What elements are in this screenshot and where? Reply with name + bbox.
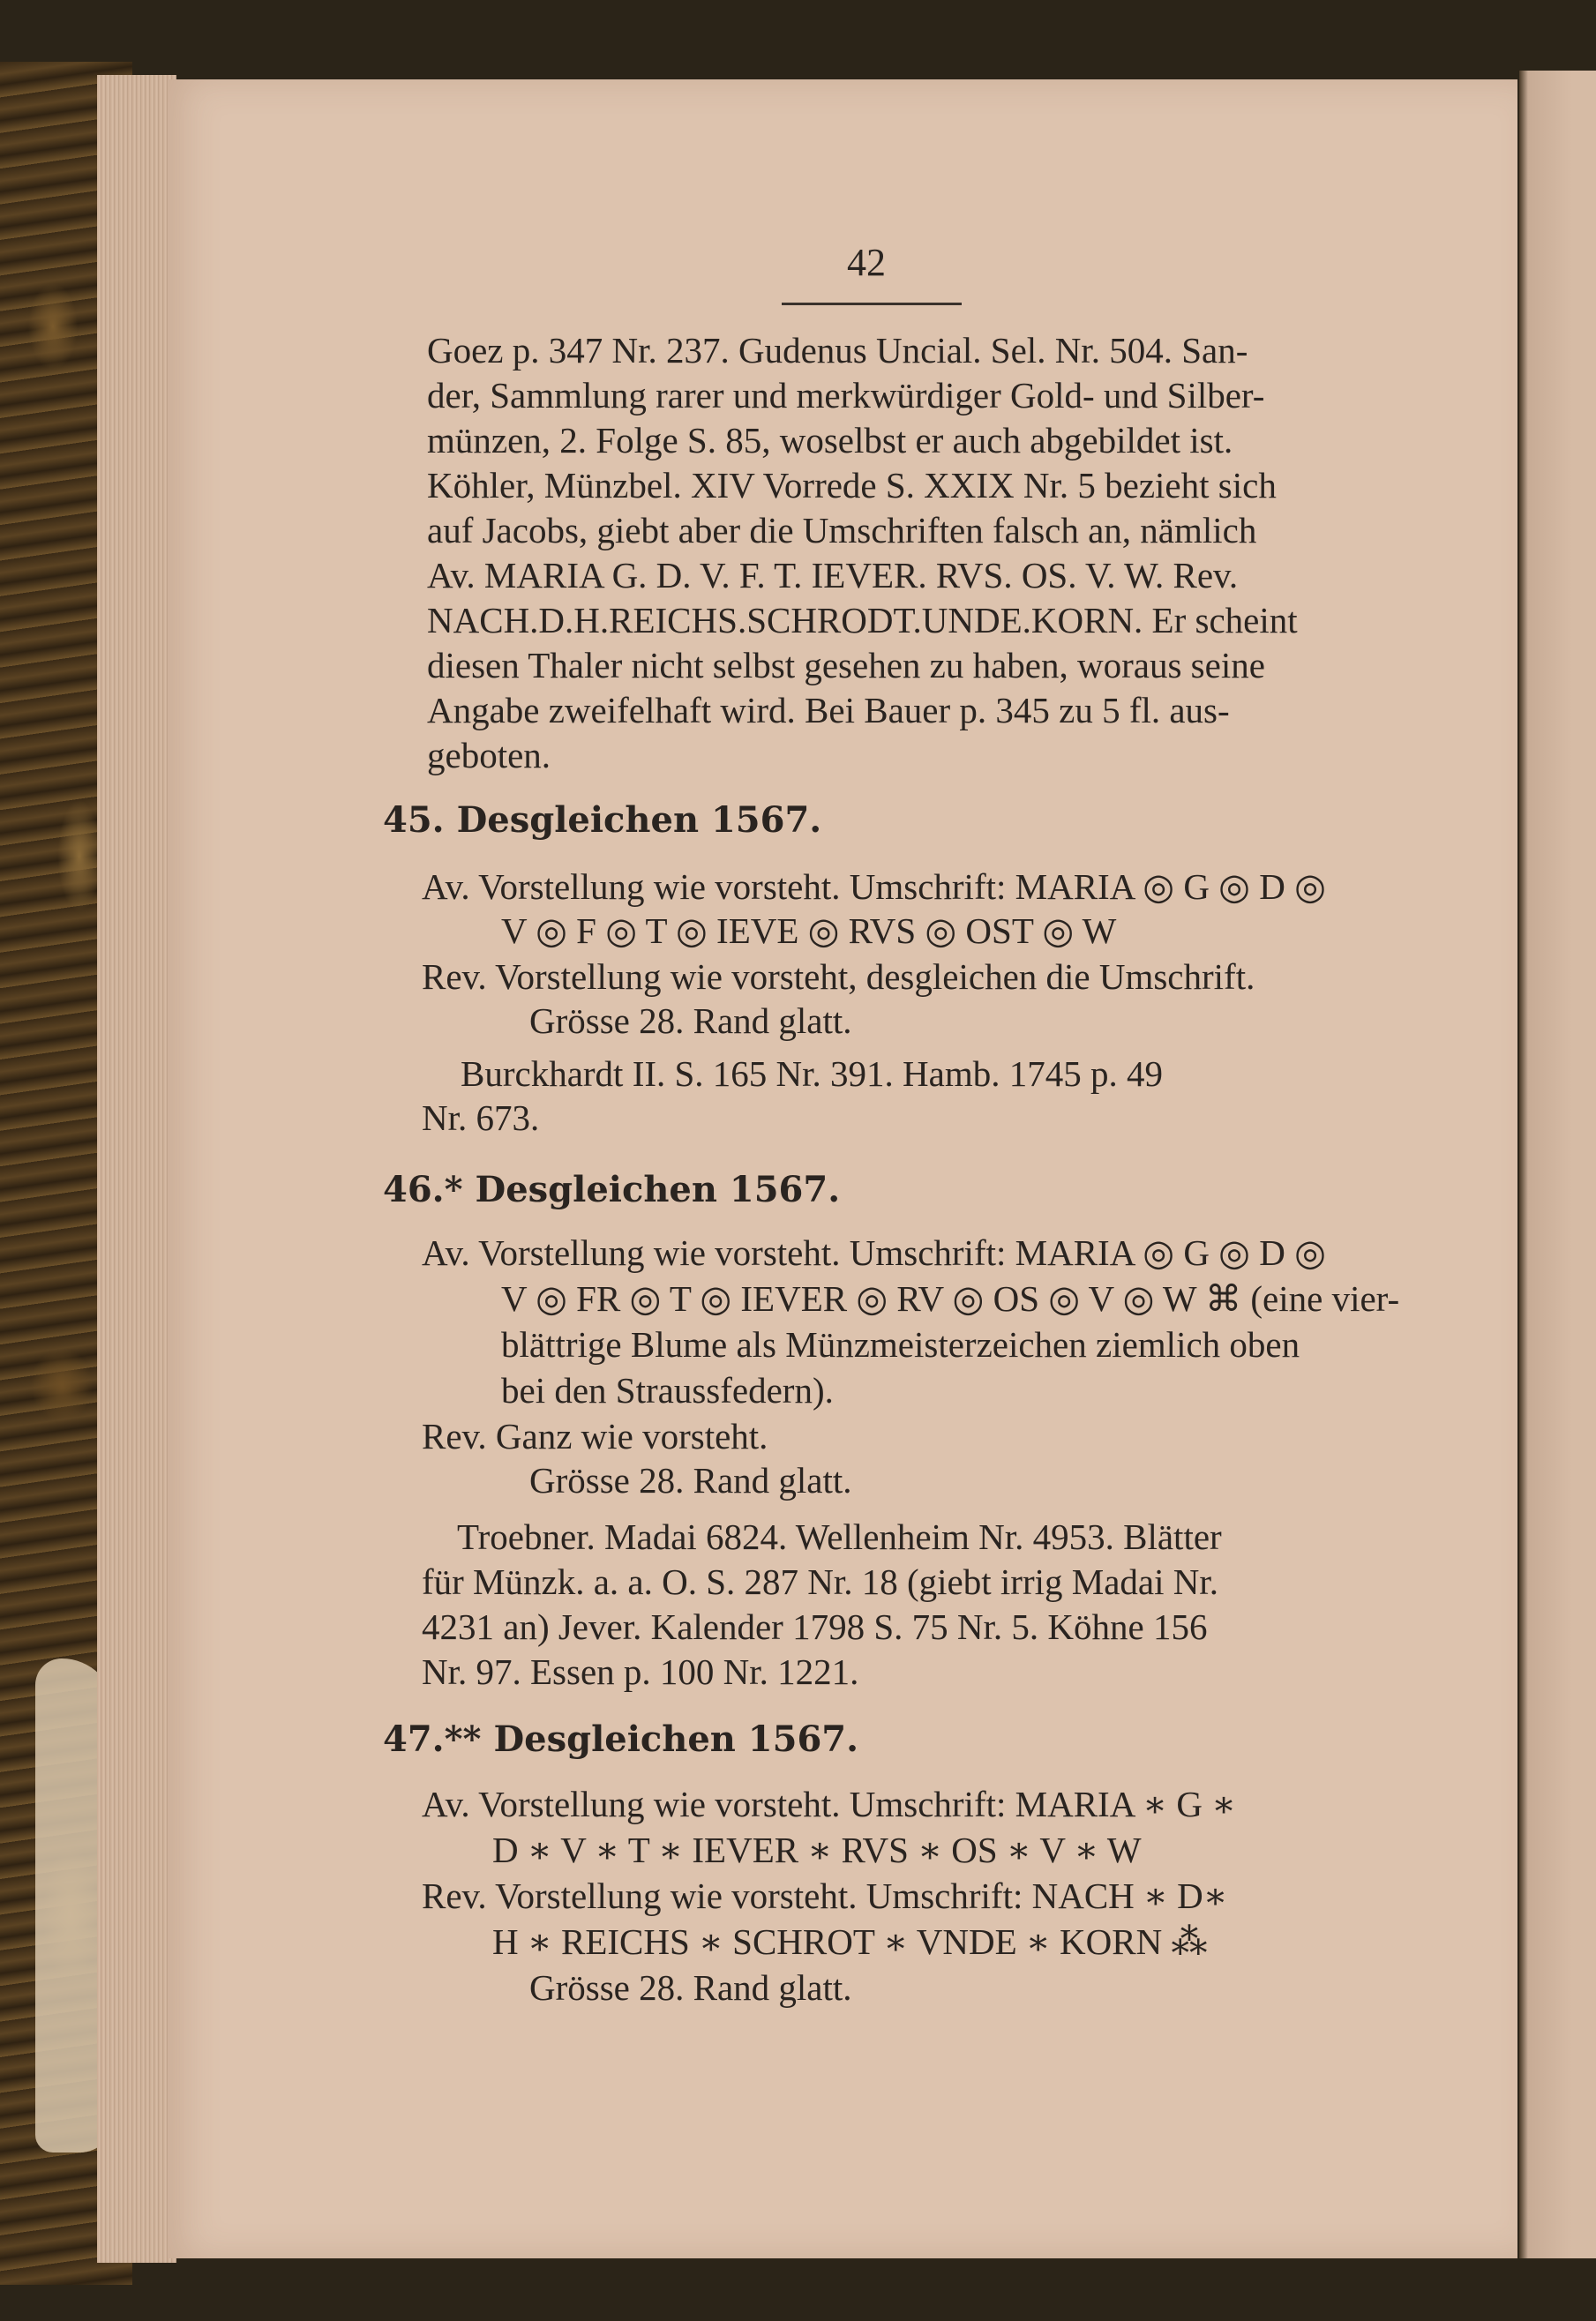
- text-line: Angabe zweifelhaft wird. Bei Bauer p. 345 zu 5 fl. aus-: [427, 690, 1230, 730]
- text-line: der, Sammlung rarer und merkwürdiger Gold- und Silber-: [427, 375, 1265, 416]
- page-number-rule: [782, 303, 962, 305]
- text-line: Av. Vorstellung wie vorsteht. Umschrift: MARIA ∗ G ∗: [422, 1784, 1237, 1824]
- entry-title: Desgleichen 1567.: [493, 1718, 859, 1760]
- text-line: Burckhardt II. S. 165 Nr. 391. Hamb. 1745 p. 49: [461, 1053, 1163, 1094]
- text-line: Av. Vorstellung wie vorsteht. Umschrift: MARIA ◎ G ◎ D ◎: [422, 866, 1326, 907]
- text-line: Av. MARIA G. D. V. F. T. IEVER. RVS. OS. V. W. Rev.: [427, 555, 1239, 595]
- text-line: Rev. Vorstellung wie vorsteht, desgleichen die Umschrift.: [422, 956, 1255, 997]
- text-line: Nr. 97. Essen p. 100 Nr. 1221.: [422, 1651, 859, 1692]
- text-line: Grösse 28. Rand glatt.: [529, 1967, 852, 2008]
- text-line: NACH.D.H.REICHS.SCHRODT.UNDE.KORN. Er scheint: [427, 600, 1298, 640]
- text-line: Nr. 673.: [422, 1097, 540, 1138]
- text-line: geboten.: [427, 735, 551, 775]
- text-line: Goez p. 347 Nr. 237. Gudenus Uncial. Sel. Nr. 504. San-: [427, 330, 1248, 371]
- text-line: diesen Thaler nicht selbst gesehen zu haben, woraus seine: [427, 645, 1265, 685]
- entry-title: Desgleichen 1567.: [456, 799, 822, 841]
- entry-number: 45.: [383, 799, 445, 841]
- text-line: Köhler, Münzbel. XIV Vorrede S. XXIX Nr. 5 bezieht sich: [427, 465, 1277, 505]
- entry-heading-46: [383, 1169, 840, 1210]
- entry-number: 46.*: [383, 1169, 463, 1210]
- text-line: Rev. Ganz wie vorsteht.: [422, 1416, 768, 1456]
- entry-title: Desgleichen 1567.: [475, 1169, 841, 1210]
- text-line: blättrige Blume als Münzmeisterzeichen ziemlich oben: [501, 1324, 1300, 1365]
- text-line: D ∗ V ∗ T ∗ IEVER ∗ RVS ∗ OS ∗ V ∗ W: [492, 1830, 1142, 1870]
- text-line: Troebner. Madai 6824. Wellenheim Nr. 4953. Blätter: [457, 1516, 1222, 1557]
- text-line: Av. Vorstellung wie vorsteht. Umschrift: MARIA ◎ G ◎ D ◎: [422, 1232, 1326, 1273]
- page-number: 42: [847, 241, 886, 284]
- text-line: Rev. Vorstellung wie vorsteht. Umschrift: NACH ∗ D∗: [422, 1876, 1228, 1916]
- entry-heading-47: [383, 1718, 858, 1760]
- text-line: Grösse 28. Rand glatt.: [529, 1000, 852, 1041]
- page-edges: [97, 75, 176, 2263]
- text-line: Grösse 28. Rand glatt.: [529, 1460, 852, 1501]
- text-line: 4231 an) Jever. Kalender 1798 S. 75 Nr. 5. Köhne 156: [422, 1606, 1208, 1647]
- text-line: V ◎ FR ◎ T ◎ IEVER ◎ RV ◎ OS ◎ V ◎ W ⌘ (eine vier-: [501, 1278, 1400, 1319]
- text-line: H ∗ REICHS ∗ SCHROT ∗ VNDE ∗ KORN ⁂: [492, 1921, 1208, 1962]
- text-line: V ◎ F ◎ T ◎ IEVE ◎ RVS ◎ OST ◎ W: [501, 910, 1117, 951]
- text-line: auf Jacobs, giebt aber die Umschriften falsch an, nämlich: [427, 510, 1257, 550]
- entry-heading-45: [383, 799, 821, 841]
- text-line: bei den Straussfedern).: [501, 1370, 834, 1411]
- next-page-edge: [1519, 71, 1596, 2258]
- text-line: für Münzk. a. a. O. S. 287 Nr. 18 (giebt irrig Madai Nr.: [422, 1561, 1218, 1602]
- entry-number: 47.**: [383, 1718, 482, 1760]
- text-line: münzen, 2. Folge S. 85, woselbst er auch abgebildet ist.: [427, 420, 1233, 460]
